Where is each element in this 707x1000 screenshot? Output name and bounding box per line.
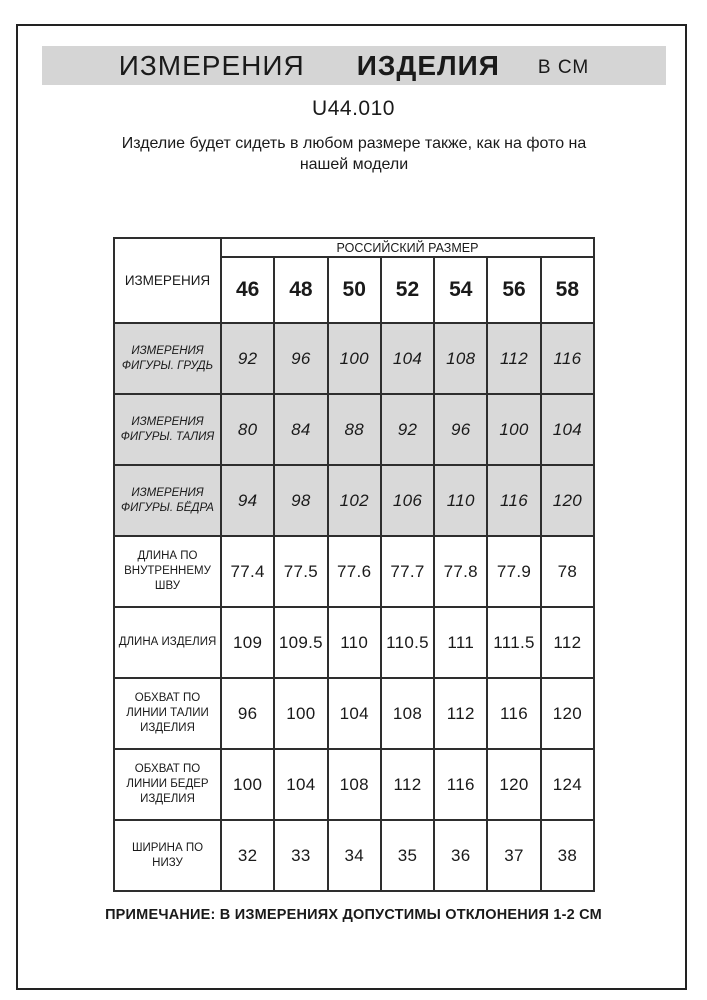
size-column-header: 46 — [221, 257, 274, 323]
value-cell: 106 — [381, 465, 434, 536]
value-cell: 100 — [328, 323, 381, 394]
page-title-product: ИЗДЕЛИЯ — [356, 49, 500, 81]
value-cell: 37 — [487, 820, 540, 891]
value-cell: 94 — [221, 465, 274, 536]
value-cell: 110 — [328, 607, 381, 678]
value-cell: 112 — [434, 678, 487, 749]
value-cell: 120 — [541, 678, 594, 749]
row-label: ОБХВАТ ПО ЛИНИИ ТАЛИИ ИЗДЕЛИЯ — [114, 678, 221, 749]
row-label: ДЛИНА ПО ВНУТРЕННЕМУ ШВУ — [114, 536, 221, 607]
value-cell: 77.4 — [221, 536, 274, 607]
value-cell: 77.7 — [381, 536, 434, 607]
table-row — [114, 536, 594, 607]
value-cell: 110 — [434, 465, 487, 536]
value-cell: 102 — [328, 465, 381, 536]
size-column-header: 52 — [381, 257, 434, 323]
value-cell: 104 — [541, 394, 594, 465]
value-cell: 77.6 — [328, 536, 381, 607]
value-cell: 38 — [541, 820, 594, 891]
table-row — [114, 820, 594, 891]
russian-size-header: РОССИЙСКИЙ РАЗМЕР — [221, 238, 594, 257]
title-bar — [42, 46, 666, 85]
size-table — [113, 237, 595, 892]
row-label: ШИРИНА ПО НИЗУ — [114, 820, 221, 891]
value-cell: 80 — [221, 394, 274, 465]
value-cell: 77.5 — [274, 536, 327, 607]
value-cell: 110.5 — [381, 607, 434, 678]
fit-subtitle: Изделие будет сидеть в любом размере также, как на фото на нашей модели — [121, 135, 587, 174]
value-cell: 116 — [434, 749, 487, 820]
value-cell: 111.5 — [487, 607, 540, 678]
value-cell: 92 — [221, 323, 274, 394]
value-cell: 112 — [541, 607, 594, 678]
group-header-row — [114, 238, 594, 257]
article-code: U44.010 — [312, 97, 395, 120]
value-cell: 104 — [381, 323, 434, 394]
size-table-body — [114, 323, 594, 891]
value-cell: 35 — [381, 820, 434, 891]
row-label: ИЗМЕРЕНИЯ ФИГУРЫ. ТАЛИЯ — [114, 394, 221, 465]
value-cell: 96 — [221, 678, 274, 749]
size-column-header: 50 — [328, 257, 381, 323]
size-column-header: 58 — [541, 257, 594, 323]
value-cell: 34 — [328, 820, 381, 891]
value-cell: 96 — [274, 323, 327, 394]
value-cell: 100 — [221, 749, 274, 820]
table-row — [114, 607, 594, 678]
value-cell: 32 — [221, 820, 274, 891]
value-cell: 108 — [328, 749, 381, 820]
value-cell: 77.9 — [487, 536, 540, 607]
value-cell: 109 — [221, 607, 274, 678]
value-cell: 104 — [328, 678, 381, 749]
value-cell: 112 — [487, 323, 540, 394]
value-cell: 120 — [541, 465, 594, 536]
value-cell: 111 — [434, 607, 487, 678]
table-row — [114, 749, 594, 820]
table-row — [114, 465, 594, 536]
value-cell: 124 — [541, 749, 594, 820]
value-cell: 100 — [274, 678, 327, 749]
value-cell: 109.5 — [274, 607, 327, 678]
row-label: ИЗМЕРЕНИЯ ФИГУРЫ. БЁДРА — [114, 465, 221, 536]
value-cell: 77.8 — [434, 536, 487, 607]
value-cell: 116 — [487, 465, 540, 536]
value-cell: 120 — [487, 749, 540, 820]
value-cell: 116 — [487, 678, 540, 749]
table-row — [114, 394, 594, 465]
row-label: ОБХВАТ ПО ЛИНИИ БЕДЕР ИЗДЕЛИЯ — [114, 749, 221, 820]
page-title-measurements: ИЗМЕРЕНИЯ — [118, 49, 305, 81]
value-cell: 36 — [434, 820, 487, 891]
value-cell: 108 — [381, 678, 434, 749]
tolerance-note: ПРИМЕЧАНИЕ: В ИЗМЕРЕНИЯХ ДОПУСТИМЫ ОТКЛОНЕНИЯ 1-2 СМ — [105, 907, 602, 923]
size-column-header: 56 — [487, 257, 540, 323]
value-cell: 98 — [274, 465, 327, 536]
value-cell: 78 — [541, 536, 594, 607]
row-label: ИЗМЕРЕНИЯ ФИГУРЫ. ГРУДЬ — [114, 323, 221, 394]
table-row — [114, 678, 594, 749]
page-title-unit: В СМ — [537, 57, 590, 78]
value-cell: 112 — [381, 749, 434, 820]
measurements-corner-header: ИЗМЕРЕНИЯ — [114, 238, 221, 323]
value-cell: 108 — [434, 323, 487, 394]
size-column-header: 54 — [434, 257, 487, 323]
value-cell: 84 — [274, 394, 327, 465]
value-cell: 88 — [328, 394, 381, 465]
row-label: ДЛИНА ИЗДЕЛИЯ — [114, 607, 221, 678]
value-cell: 100 — [487, 394, 540, 465]
value-cell: 116 — [541, 323, 594, 394]
size-column-header: 48 — [274, 257, 327, 323]
value-cell: 33 — [274, 820, 327, 891]
value-cell: 96 — [434, 394, 487, 465]
value-cell: 104 — [274, 749, 327, 820]
table-row — [114, 323, 594, 394]
value-cell: 92 — [381, 394, 434, 465]
